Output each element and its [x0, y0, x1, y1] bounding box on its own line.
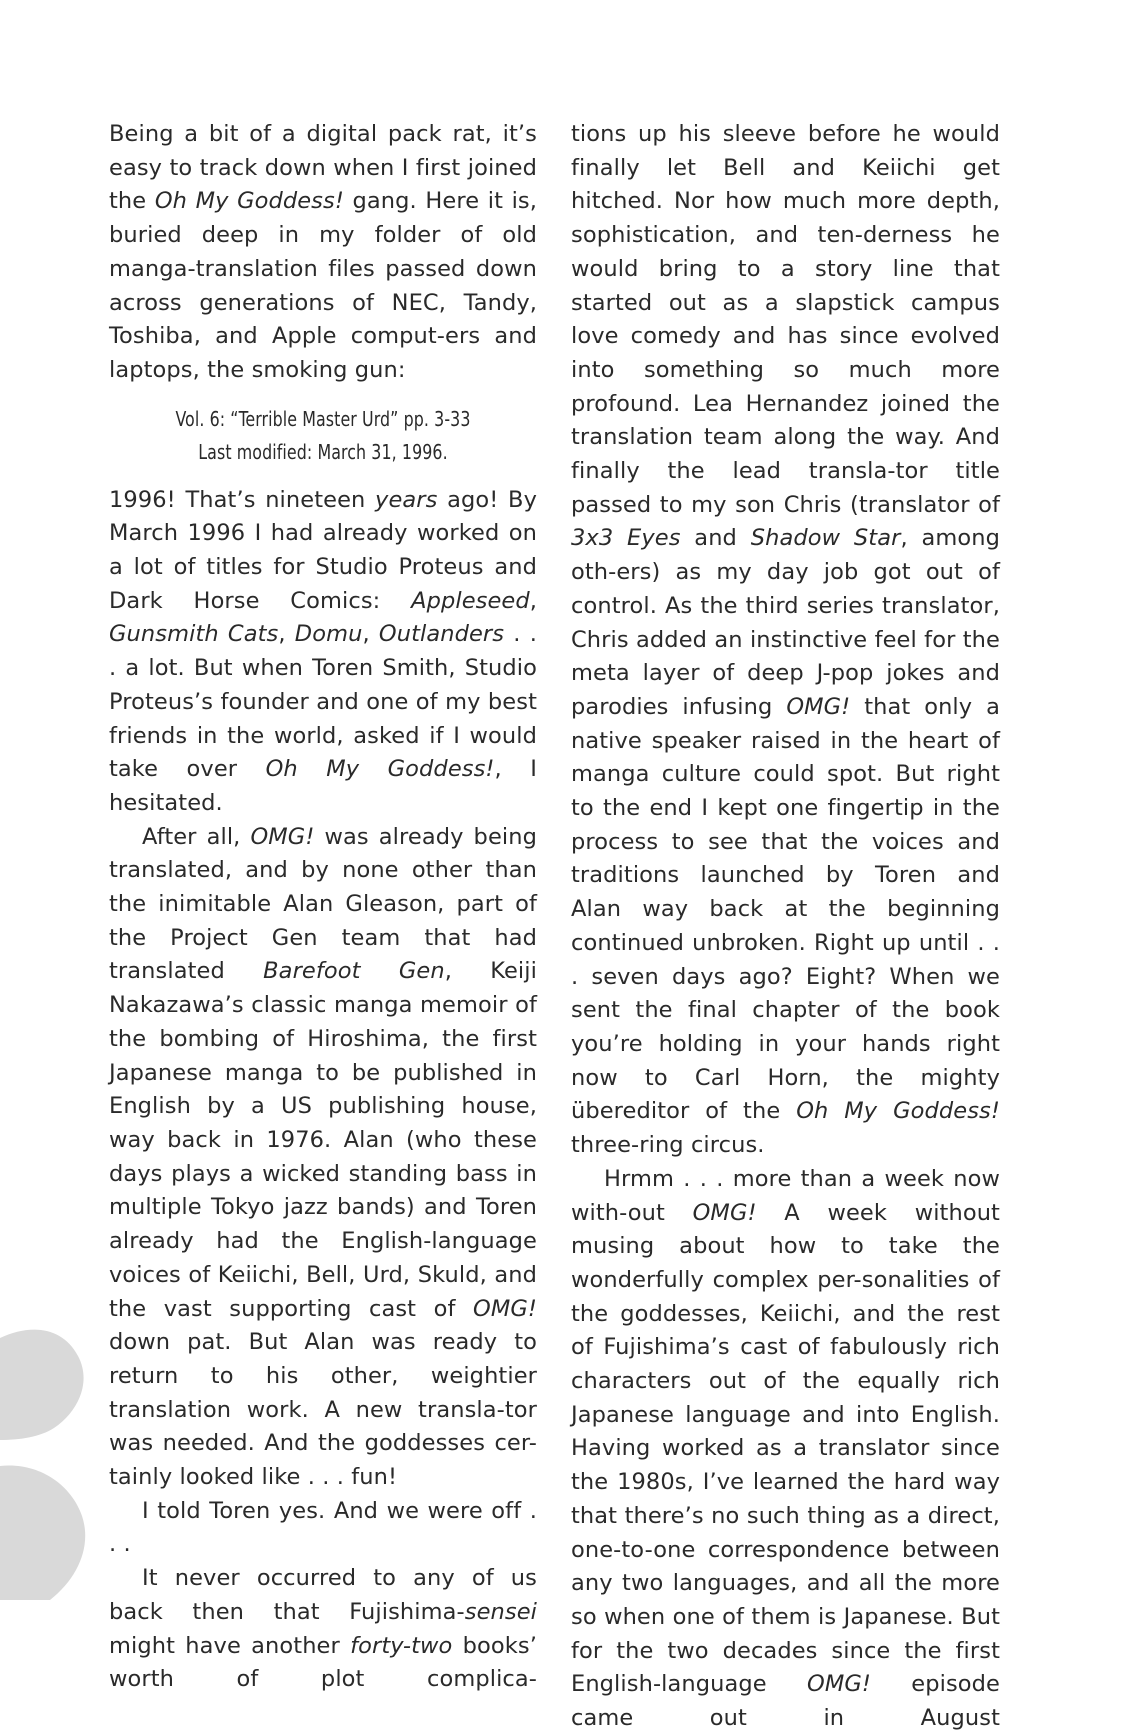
text-run: A week without musing about how to take the wonderfully complex per-sonalities of the goddesses, Keiichi, and the rest of Fujishima’s cast of fabulously rich characters out of the equally rich Japanese language and into English. Having worked as a translator since the 1980s, I’ve learned the hard way that there’s no such thing as a direct, one-to-one correspondence between any two languages, and all the more so when one of them is Japanese. But for the two decades since the first English-language	[571, 1199, 1000, 1698]
text-run: , among oth-ers) as my day job got out of control. As the third series translator, Chris added an instinctive feel for the meta layer of deep J-pop jokes and parodies infusing	[571, 525, 1000, 720]
text-run: , Keiji Nakazawa’s classic manga memoir of the bombing of Hiroshima, the first Japanese manga to be published in English by a US publishing house, way back in 1976. Alan (who these days plays a wicked standing bass in multiple Tokyo jazz bands) and Toren already had the English-language voices of Keiichi, Bell, Urd, Skuld, and the vast supporting cast of	[109, 958, 537, 1322]
italic-text-run: OMG!	[473, 1295, 537, 1322]
italic-text-run: 3x3 Eyes	[571, 525, 681, 552]
text-run: It never occurred to any of us back then that Fujishima-	[109, 1565, 537, 1625]
paragraph-never-occurred	[109, 1562, 537, 1697]
italic-text-run: Oh My Goddess!	[154, 188, 344, 215]
italic-text-run: sensei	[464, 1598, 537, 1625]
paragraph-after-all	[109, 821, 537, 1495]
italic-text-run: Oh My Goddess!	[265, 756, 495, 783]
italic-text-run: OMG!	[250, 823, 315, 850]
paragraph-1996	[109, 484, 537, 821]
text-run: books’ worth of plot complica-	[109, 1632, 537, 1693]
italic-text-run: forty-two	[350, 1632, 453, 1659]
text-run: three-ring circus.	[571, 1132, 765, 1159]
italic-text-run: OMG!	[807, 1671, 871, 1698]
italic-text-run: Outlanders	[378, 621, 505, 648]
italic-text-run: Oh My Goddess!	[796, 1098, 1000, 1125]
italic-text-run: Shadow Star	[750, 525, 901, 552]
text-run: might have another	[109, 1632, 351, 1659]
text-run: I told Toren yes. And we were off . . .	[109, 1497, 537, 1558]
text-run: , I hesitated.	[109, 756, 537, 816]
file-reference-line-2: Last modified: March 31, 1996.	[198, 439, 448, 464]
italic-text-run: OMG!	[786, 693, 851, 720]
text-run: . . . a lot. But when Toren Smith, Studio Proteus’s founder and one of my best friends in the world, asked if I would take over	[109, 621, 537, 783]
text-run: ago! By March 1996 I had already worked on a lot of titles for Studio Proteus and Dark Horse Comics:	[109, 486, 537, 614]
text-run: was already being translated, and by none other than the inimitable Alan Gleason, part of the Project Gen team that had translated	[109, 823, 537, 985]
paragraph-intro	[109, 118, 537, 388]
text-run: tions up his sleeve before he would finally let Bell and Keiichi get hitched. Nor how much more depth, sophistication, and ten-derness he would bring to a story line that started out as a slapstick campus love comedy and has since evolved into something so much more profound. Lea Hernandez joined the translation team along the way. And finally the lead transla-tor title passed to my son Chris (translator of	[571, 121, 1000, 518]
paragraph-hrmm	[571, 1163, 1000, 1736]
italic-text-run: OMG!	[692, 1199, 757, 1226]
paragraph-told-toren	[109, 1495, 537, 1562]
text-run: 1996! That’s nineteen	[109, 486, 376, 513]
left-column	[109, 118, 537, 1697]
paragraph-continued	[571, 118, 1000, 1163]
text-run: After all,	[142, 823, 251, 850]
text-run: that only a native speaker raised in the heart of manga culture could spot. But right to the end I kept one fingertip in the process to see that the voices and traditions launched by Toren and Alan way back at the beginning continued unbroken. Right up until . . . seven days ago? Eight? When we sent the final chapter of the book you’re holding in your hands right now to Carl Horn, the mighty übereditor of the	[571, 693, 1000, 1125]
italic-text-run: Domu	[294, 621, 363, 648]
decorative-numeral-shape	[0, 1316, 90, 1600]
text-run: ,	[362, 621, 379, 648]
italic-text-run: Appleseed	[411, 587, 530, 614]
text-run: and	[680, 525, 751, 552]
text-run: ,	[529, 587, 537, 614]
text-run: Being a bit of a digital pack rat, it’s easy to track down when I first joined the	[109, 121, 537, 215]
italic-text-run: Barefoot Gen	[263, 958, 445, 985]
right-column	[571, 118, 1000, 1736]
text-run: down pat. But Alan was ready to return to his other, weightier translation work. A new transla-tor was needed. And the goddesses cer-tainly looked like . . . fun!	[109, 1329, 537, 1491]
italic-text-run: Gunsmith Cats	[109, 621, 279, 648]
file-reference-line-1: Vol. 6: “Terrible Master Urd” pp. 3-33	[175, 406, 471, 431]
text-run: episode came out in August	[571, 1671, 1000, 1732]
italic-text-run: years	[375, 486, 438, 513]
text-run: gang. Here it is, buried deep in my folder of old manga-translation files passed down across generations of NEC, Tandy, Toshiba, and Apple comput-ers and laptops, the smoking gun:	[109, 188, 537, 383]
text-run: ,	[278, 621, 295, 648]
text-run: Hrmm . . . more than a week now with-out	[571, 1165, 1000, 1226]
